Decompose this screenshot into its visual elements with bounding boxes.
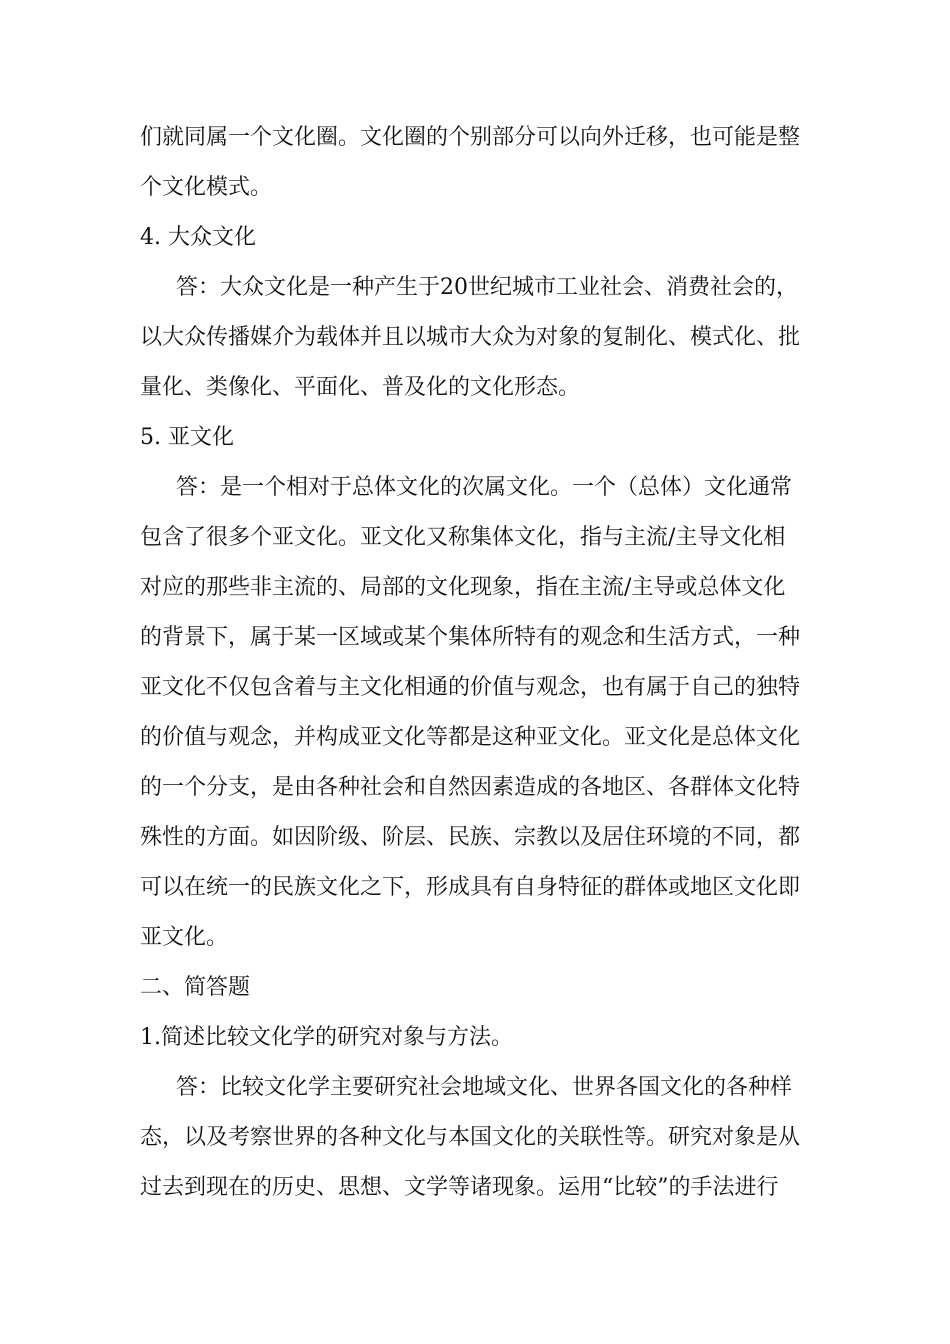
paragraph-line: 对应的那些非主流的、局部的文化现象，指在主流/主导或总体文化 — [140, 575, 786, 600]
paragraph-line: 可以在统一的民族文化之下，形成具有自身特征的群体或地区文化即 — [140, 875, 801, 900]
paragraph-line: 殊性的方面。如因阶级、阶层、民族、宗教以及居住环境的不同，都 — [140, 825, 801, 850]
paragraph-line: 量化、类像化、平面化、普及化的文化形态。 — [140, 375, 581, 400]
paragraph-line: 过去到现在的历史、思想、文学等诸现象。运用“比较”的手法进行 — [140, 1175, 779, 1200]
answer-line: 答：比较文化学主要研究社会地域文化、世界各国文化的各种样 — [176, 1075, 793, 1100]
answer-line: 答：是一个相对于总体文化的次属文化。一个（总体）文化通常 — [176, 475, 793, 500]
paragraph-line: 的背景下，属于某一区域或某个集体所特有的观念和生活方式，一种 — [140, 625, 801, 650]
paragraph-line: 包含了很多个亚文化。亚文化又称集体文化，指与主流/主导文化相 — [140, 525, 786, 550]
paragraph-line: 们就同属一个文化圈。文化圈的个别部分可以向外迁移，也可能是整 — [140, 125, 801, 150]
paragraph-line: 态，以及考察世界的各种文化与本国文化的关联性等。研究对象是从 — [140, 1125, 801, 1150]
answer-line: 答：大众文化是一种产生于20世纪城市工业社会、消费社会的， — [176, 275, 798, 300]
section-heading-subculture: 5. 亚文化 — [140, 425, 234, 450]
section-heading-mass-culture: 4. 大众文化 — [140, 225, 256, 250]
section-heading-short-answer: 二、简答题 — [140, 975, 251, 1000]
paragraph-line: 亚文化不仅包含着与主文化相通的价值与观念，也有属于自己的独特 — [140, 675, 801, 700]
paragraph-line: 个文化模式。 — [140, 175, 273, 200]
paragraph-line: 亚文化。 — [140, 925, 229, 950]
document-body — [140, 113, 825, 1213]
paragraph-line: 的价值与观念，并构成亚文化等都是这种亚文化。亚文化是总体文化 — [140, 725, 801, 750]
question-heading: 1.简述比较文化学的研究对象与方法。 — [140, 1025, 513, 1050]
paragraph-line: 的一个分支，是由各种社会和自然因素造成的各地区、各群体文化特 — [140, 775, 801, 800]
paragraph-line: 以大众传播媒介为载体并且以城市大众为对象的复制化、模式化、批 — [140, 325, 801, 350]
